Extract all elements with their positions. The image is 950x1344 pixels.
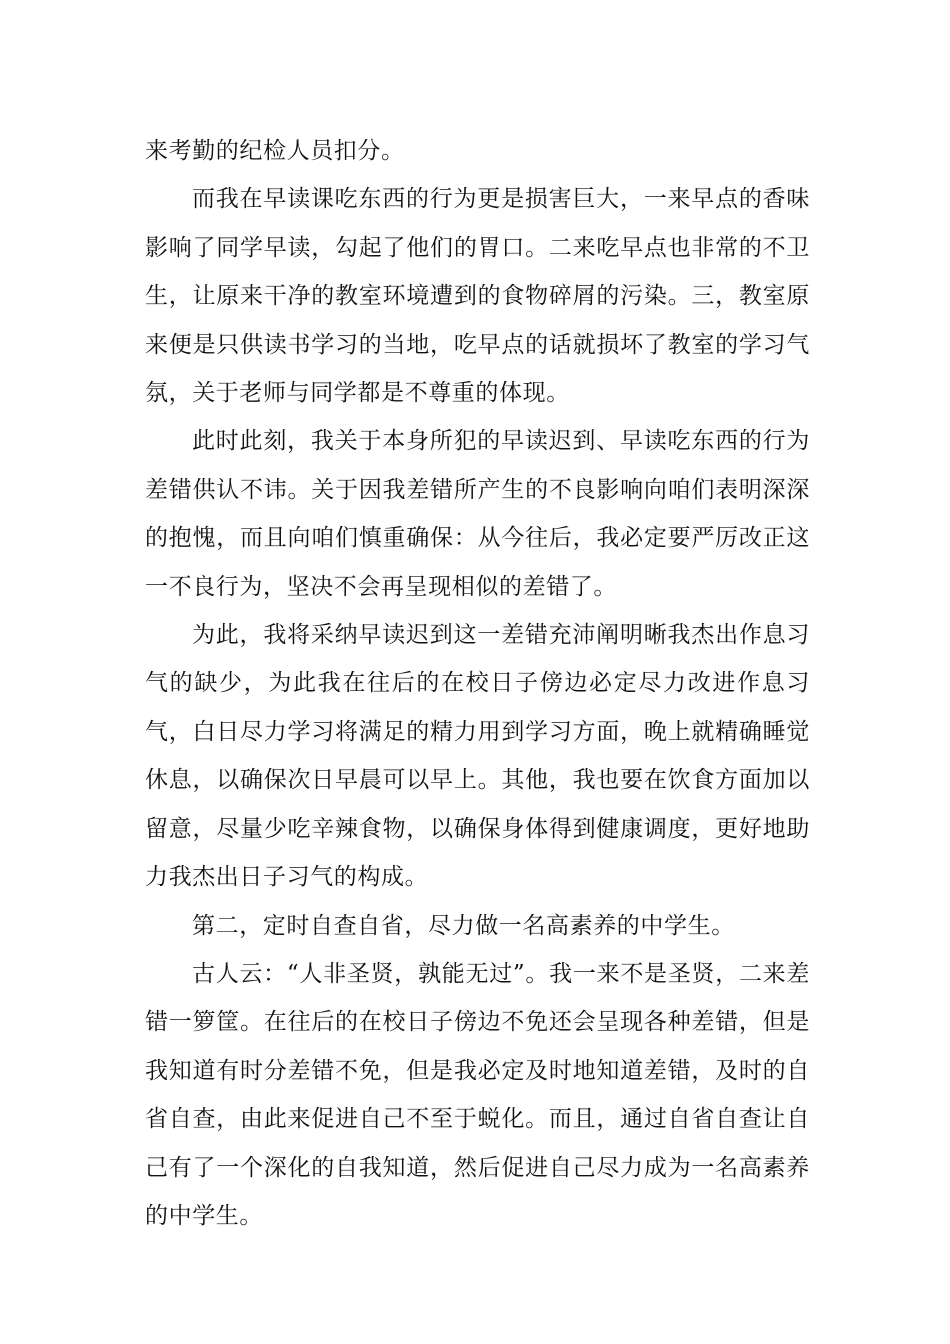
paragraph-2: 而我在早读课吃东西的行为更是损害巨大，一来早点的香味影响了同学早读，勾起了他们的胃口。二来吃早点也非常的不卫生，让原来干净的教室环境遭到的食物碎屑的污染。三，教室原来便是只供读书学习的当地，吃早点的话就损坏了教室的学习气氛，关于老师与同学都是不尊重的体现。	[145, 186, 810, 407]
document-body	[145, 127, 810, 1240]
paragraph-4: 为此，我将采纳早读迟到这一差错充沛阐明晰我杰出作息习气的缺少，为此我在往后的在校日子傍边必定尽力改进作息习气，白日尽力学习将满足的精力用到学习方面，晚上就精确睡觉休息，以确保次日早晨可以早上。其他，我也要在饮食方面加以留意，尽量少吃辛辣食物，以确保身体得到健康调度，更好地助力我杰出日子习气的构成。	[145, 622, 810, 891]
paragraph-5: 第二，定时自查自省，尽力做一名高素养的中学生。	[192, 912, 735, 939]
paragraph-6: 古人云：“人非圣贤，孰能无过”。我一来不是圣贤，二来差错一箩筐。在往后的在校日子傍边不免还会呈现各种差错，但是我知道有时分差错不免，但是我必定及时地知道差错，及时的自省自查，由此来促进自己不至于蜕化。而且，通过自省自查让自己有了一个深化的自我知道，然后促进自己尽力成为一名高素养的中学生。	[145, 960, 810, 1229]
paragraph-1: 来考勤的纪检人员扣分。	[145, 138, 405, 164]
paragraph-3: 此时此刻，我关于本身所犯的早读迟到、早读吃东西的行为差错供认不讳。关于因我差错所产生的不良影响向咱们表明深深的抱愧，而且向咱们慎重确保：从今往后，我必定要严厉改正这一不良行为，坚决不会再呈现相似的差错了。	[145, 428, 810, 600]
